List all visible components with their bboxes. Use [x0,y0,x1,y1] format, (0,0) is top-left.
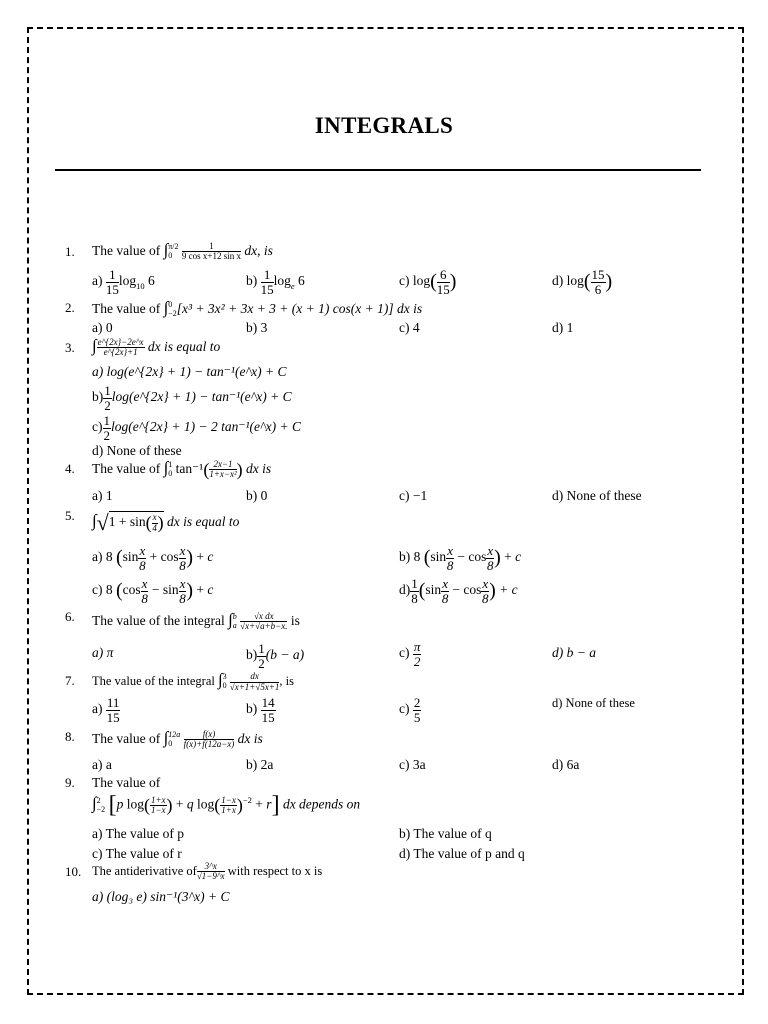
option-c: c) 8 (cos $\frac{x}{8}$ − sin $\frac{x}{8}$ ) + c [92,576,214,606]
question-stem: The value of ∫ 0 −2 [x³ + 3x² + 3x + 3 + (x + 1) cos(x + 1)] dx is [92,298,423,318]
question-integral: ∫ 2 −2 [p log( $\frac{1+x}{1-x}$ ) + q log( $\frac{1-x}{1+x}$ )$^{-2}$ + r] dx depends on [92,792,361,818]
question-stem: The value of ∫ 1 0 tan⁻¹( $\frac{2x-1}{\text{1+x−x²}}$ ) dx is [92,458,272,480]
option-a: a) $\frac{1}{15}$ $\log_{10} 6$ [92,267,155,297]
option-c: c) 4 [399,320,420,335]
option-c: c) log( $\frac{6}{15}$ ) [399,267,457,297]
option-c: c) The value of r [92,846,182,861]
question-number: 9. [65,775,75,790]
option-c: c) $\frac{1}{2}$ log(e^{2x} + 1) − 2 tan⁻¹(e^x) + C [92,413,302,443]
option-c: c) $\frac{\pi}{2}$ [399,639,421,669]
question-number: 7. [65,673,75,688]
option-b: b) 3 [246,320,268,335]
upper-limit: π/2 [168,242,179,252]
option-d: d) 1 [552,320,574,335]
question-stem: The value of the integral ∫ 3 0 $\frac{dx}{√x+1+√5x+1}$ , is [92,670,294,692]
option-b: b) $\frac{1}{2}$ log(e^{2x} + 1) − tan⁻¹(e^x) + C [92,383,292,413]
question-stem: The value of the integral ∫ b a $\frac{\text{√x dx}}{√x+√a+b-x.}$ is [92,610,300,632]
fraction-numerator: 1 [182,242,241,252]
option-d: d) 6a [552,757,580,772]
option-a: a) 8 (sin $\frac{x}{8}$ + cos $\frac{x}{8}$ ) + c [92,543,214,573]
option-a: a) The value of p [92,826,184,841]
question-number: 3. [65,340,75,355]
option-d: d) b − a [552,645,596,660]
option-b: b) $\frac{1}{2}$ (b − a) [246,641,305,671]
option-d: d) None of these [552,696,635,710]
option-c: c) −1 [399,488,428,503]
question-number: 8. [65,729,75,744]
option-a: a) π [92,645,114,660]
title-rule [55,169,701,171]
option-a: a) 0 [92,320,113,335]
fraction-denominator: 9 cos x+12 sin x [181,251,241,262]
question-number: 2. [65,300,75,315]
option-a: a) a [92,757,112,772]
option-a: a) log(e^{2x} + 1) − tan⁻¹(e^x) + C [92,364,287,379]
question-stem: The antiderivative of $\frac{3\^{}x}{√1-9\^{}x}$ with respect to x is [92,861,323,882]
question-number: 1. [65,244,75,259]
question-stem: The value of ∫ 12a 0 $\frac{f(x)}{f(x)+f(12a-x)}$ dx is [92,728,263,750]
option-b: b) 8 (sin $\frac{x}{8}$ − cos $\frac{x}{8}$ ) + c [399,543,522,573]
question-stem: ∫ $\frac{e\^{}\{2x\}-2e\^{}x}{e\^{}\{2x\}+1}$ dx is equal to [92,336,221,358]
stem-suffix: dx, is [244,243,273,258]
option-c: c) 3a [399,757,426,772]
question-stem: The value of ∫ π/2 0 $\frac{1}{\text{9 cos x+12 sin x}}$ dx, is [92,240,273,262]
option-d: d) None of these [552,488,642,503]
option-b: b) $\frac{1}{15}$ $\log_e 6$ [246,267,305,297]
option-c: c) $\frac{2}{5}$ [399,695,421,725]
option-b: b) 0 [246,488,268,503]
question-stem: ∫√1 + sin( $\frac{x}{4}$ ) dx is equal to [92,510,240,535]
question-number: 6. [65,609,75,624]
question-number: 10. [65,864,82,879]
stem-text: The value of [92,243,161,258]
option-a: a) (log₃ e) sin⁻¹(3^x) + C [92,889,230,904]
option-a: a) 1 [92,488,113,503]
lower-limit: 0 [168,250,173,260]
page-title: INTEGRALS [314,113,454,138]
option-b: b) 2a [246,757,274,772]
question-number: 4. [65,461,75,476]
question-number: 5. [65,508,75,523]
option-d: d) None of these [92,443,182,458]
option-d: d) The value of p and q [399,846,525,861]
option-d: d) $\frac{1}{8}$ (sin $\frac{x}{8}$ − cos $\frac{x}{8}$ ) + c [399,576,518,606]
option-b: b) $\frac{14}{15}$ [246,695,275,725]
option-d: d) log( $\frac{15}{6}$ ) [552,267,613,297]
question-stem: The value of [92,775,161,790]
option-b: b) The value of q [399,826,492,841]
option-a: a) $\frac{11}{15}$ [92,695,120,725]
